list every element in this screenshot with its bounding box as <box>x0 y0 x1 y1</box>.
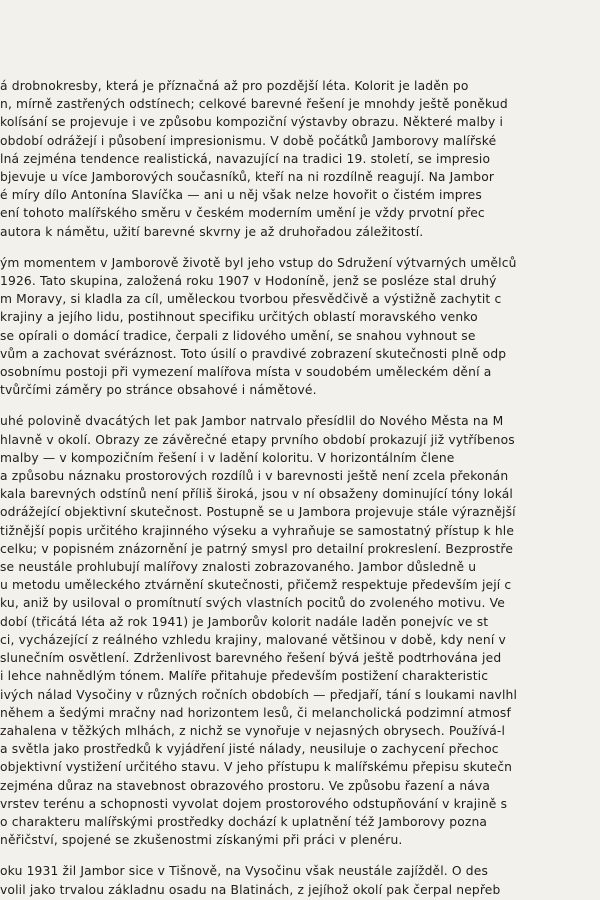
text-line: kolísání se projevuje i ve způsobu kompoziční výstavby obrazu. Některé malby i <box>0 115 504 130</box>
text-line: ci, vycházející z reálného vzhledu krajiny, malované většinou v době, kdy není v <box>0 632 506 647</box>
text-line: něhem a šedými mračny nad horizontem lesů, či melancholická podzimní atmosf <box>0 705 511 720</box>
text-line: ku, aniž by usiloval o promítnutí svých vlastních pocitů do zvoleného motivu. Ve <box>0 596 505 611</box>
text-line: celku; v popisném znázornění je patrný smysl pro detailní prokreslení. Bezprostře <box>0 541 514 556</box>
text-line: volil jako trvalou základnu osadu na Blatinách, z jejíhož okolí pak čerpal nepřeb <box>0 882 501 897</box>
paragraph-3 <box>0 412 600 849</box>
text-line: ým momentem v Jamborově životě byl jeho vstup do Sdružení výtvarných umělců <box>0 255 517 270</box>
text-line: ivých nálad Vysočiny v různých ročních obdobích — předjaří, tání s loukami navlhl <box>0 687 518 702</box>
text-line: krajiny a jejího lidu, postihnout specifiku určitých oblastí moravského venko <box>0 310 478 325</box>
text-line: období odrážejí i působení impresionismu. V době počátků Jamborovy malířské <box>0 133 497 148</box>
text-line: é míry dílo Antonína Slavíčka — ani u něj však nelze hovořit o čistém impres <box>0 188 482 203</box>
text-line: lná zejména tendence realistická, navazující na tradici 19. století, se impresio <box>0 151 491 166</box>
text-line: objektivní vystižení určitého stavu. V jeho přístupu k malířskému přepisu skutečn <box>0 760 513 775</box>
text-line: se neustále prohlubují malířovy znalosti zobrazovaného. Jambor důsledně u <box>0 560 477 575</box>
text-line: vům a zachovat svéráznost. Toto úsilí o pravdivé zobrazení skutečnosti plně odp <box>0 346 507 361</box>
text-line: uhé polovině dvacátých let pak Jambor natrvalo přesídlil do Nového Města na M <box>0 414 504 429</box>
text-line: i lehce nahnědlým tónem. Malíře přitahuje především postižení charakteristic <box>0 669 489 684</box>
text-line: a způsobu náznaku prostorových rozdílů i v barevnosti ještě není zcela překonán <box>0 469 509 484</box>
text-line: zahalena v těžkých mlhách, z nichž se vynořuje v nejasných obrysech. Používá-l <box>0 723 506 738</box>
text-line: n, mírně zastřených odstínech; celkové barevné řešení je mnohdy ještě poněkud <box>0 97 508 112</box>
text-line: oku 1931 žil Jambor sice v Tišnově, na Vysočinu však neustále zajížděl. O des <box>0 864 489 879</box>
paragraph-1 <box>0 77 600 241</box>
text-line: tižnější popis určitého krajinného výseku a vyhraňuje se samostatný přístup k hle <box>0 523 515 538</box>
paragraph-4 <box>0 862 600 898</box>
text-line: osobnímu postoji při vymezení malířova místa v soudobém uměleckém dění a <box>0 365 492 380</box>
text-line: zejména důraz na stavebnost obrazového prostoru. Ve způsobu řazení a náva <box>0 778 491 793</box>
text-line: o charakteru malířskými prostředky dochází k uplatnění též Jamborovy pozna <box>0 814 488 829</box>
text-line: dobí (třicátá léta až rok 1941) je Jamborův kolorit nadále laděn ponejvíc ve st <box>0 614 489 629</box>
text-line: bjevuje u více Jamborových současníků, kteří na ni rozdílně reagují. Na Jambor <box>0 170 495 185</box>
text-line: se opírali o domácí tradice, čerpali z lidového umění, se snahou vyhnout se <box>0 328 476 343</box>
text-line: něřičství, spojené se zkušenostmi získanými při práci v plenéru. <box>0 833 403 848</box>
text-line: slunečním osvětlení. Zdrženlivost barevného řešení bývá ještě podtrhována jed <box>0 651 502 666</box>
text-line: autora k námětu, užití barevné skvrny je až druhořadou záležitostí. <box>0 224 424 239</box>
text-line: hlavně v okolí. Obrazy ze závěrečné etapy prvního období prokazují již vytříbenos <box>0 432 515 447</box>
text-line: odrážející objektivní skutečnost. Postupně se u Jambora projevuje stále výraznější <box>0 505 516 520</box>
text-line: vrstev terénu a schopnosti vyvolat dojem prostorového odstupňování v krajině s <box>0 796 508 811</box>
text-line: kala barevných odstínů není příliš široká, jsou v ní obsaženy dominující tóny lokál <box>0 487 513 502</box>
text-line: malby — v kompozičním řešení i v ladění koloritu. V horizontálním člene <box>0 450 455 465</box>
paragraph-2 <box>0 254 600 400</box>
text-line: tvůrčími záměry po stránce obsahové i námětové. <box>0 383 317 398</box>
text-line: 1926. Tato skupina, založená roku 1907 v Hodoníně, jenž se posléze stal druhý <box>0 274 497 289</box>
text-line: ení tohoto malířského směru v českém moderním umění je vždy prvotní přec <box>0 206 485 221</box>
text-line: m Moravy, si kladla za cíl, uměleckou tvorbou přesvědčivě a výstižně zachytit c <box>0 292 502 307</box>
text-line: a světla jako prostředků k vyjádření jisté nálady, neusiluje o zachycení přechoc <box>0 742 499 757</box>
text-line: u metodu uměleckého ztvárnění skutečnosti, přičemž respektuje především její c <box>0 578 512 593</box>
text-page <box>0 77 600 900</box>
text-line: á drobnokresby, která je příznačná až pro pozdější léta. Kolorit je laděn po <box>0 79 469 93</box>
